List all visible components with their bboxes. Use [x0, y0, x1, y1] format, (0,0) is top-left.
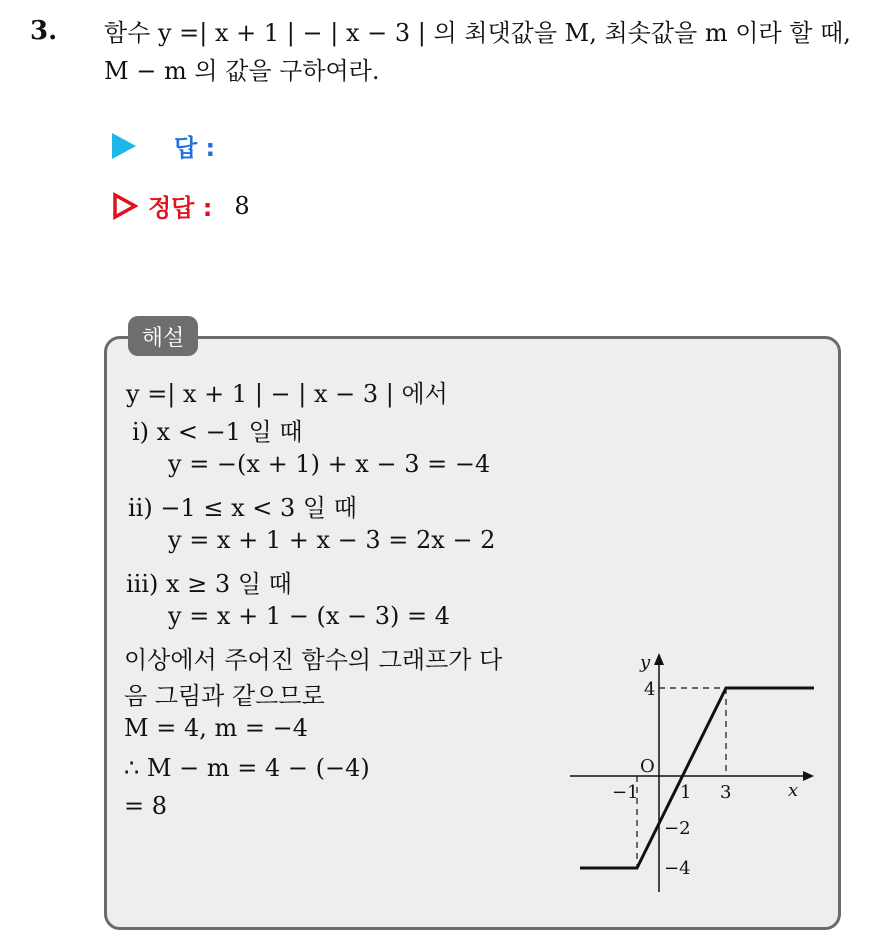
- answer-label: 답 :: [174, 134, 216, 162]
- correct-answer-value: 8: [234, 191, 250, 220]
- y-axis-label: y: [640, 652, 651, 673]
- explanation-line: = 8: [124, 792, 168, 820]
- explanation-line: 음 그림과 같으므로: [124, 682, 325, 710]
- function-graph: [560, 648, 825, 898]
- x-axis-arrow-icon: [803, 771, 814, 781]
- y-tick-label: −2: [664, 818, 691, 839]
- explanation-tag: 해설: [128, 316, 198, 356]
- y-axis-arrow-icon: [654, 653, 664, 665]
- explanation-line: M = 4, m = −4: [124, 714, 308, 742]
- question-text: 함수 y =| x + 1 | − | x − 3 | 의 최댓값을 M, 최솟값을 m 이라 할 때, M − m 의 값을 구하여라.: [104, 19, 851, 85]
- y-tick-label: −4: [664, 858, 691, 879]
- x-tick-label: 1: [680, 782, 692, 803]
- origin-label: O: [640, 756, 655, 777]
- explanation-line: y =| x + 1 | − | x − 3 | 에서: [126, 380, 448, 408]
- explanation-line: y = −(x + 1) + x − 3 = −4: [168, 450, 491, 478]
- correct-answer-row: [112, 188, 250, 223]
- explanation-line: 이상에서 주어진 함수의 그래프가 다: [124, 646, 503, 674]
- function-curve: [580, 688, 814, 868]
- x-axis-label: x: [788, 780, 799, 801]
- explanation-line: ⅱ) −1 ≤ x < 3 일 때: [128, 494, 357, 522]
- play-triangle-icon: [112, 133, 136, 159]
- x-tick-label: −1: [612, 782, 639, 803]
- explanation-line: ⅲ) x ≥ 3 일 때: [126, 570, 292, 598]
- outline-triangle-icon: [112, 192, 138, 220]
- explanation-line: ∴ M − m = 4 − (−4): [124, 754, 370, 782]
- answer-row: [112, 128, 215, 163]
- correct-answer-label: 정답 :: [148, 194, 213, 222]
- explanation-line: y = x + 1 + x − 3 = 2x − 2: [168, 526, 496, 554]
- y-tick-label: 4: [644, 679, 656, 700]
- explanation-line: y = x + 1 − (x − 3) = 4: [168, 602, 450, 630]
- question-number: 3.: [30, 16, 58, 46]
- x-tick-label: 3: [720, 782, 732, 803]
- explanation-line: ⅰ) x < −1 일 때: [132, 418, 303, 446]
